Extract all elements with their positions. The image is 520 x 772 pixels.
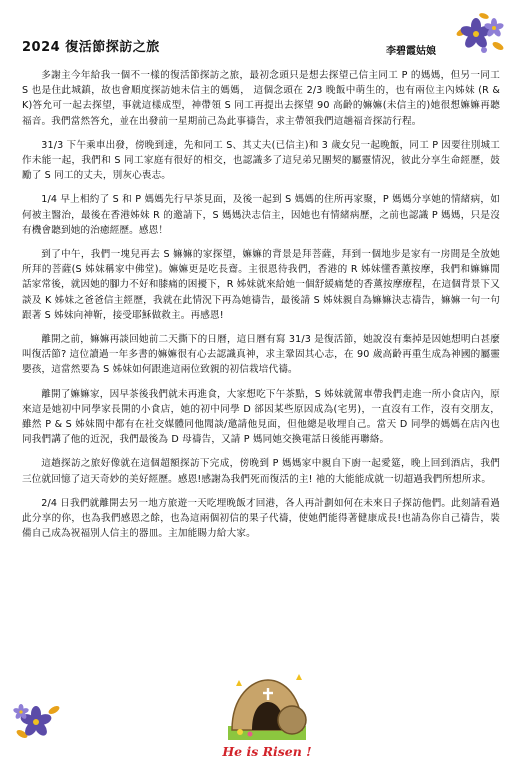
he-is-risen-illustration xyxy=(222,666,312,766)
flower-decoration-icon xyxy=(12,700,64,744)
empty-tomb-icon xyxy=(222,666,312,744)
paragraph: 到了中午，我們一塊兒再去 S 嫲嫲的家探望，嫲嫲的背景是拜菩薩，拜到一個地步是家有一房間是全放她所拜的菩薩(S 姊妹稱家中佛堂)。嫲嫲更是吃長齋。主很恩待我們，香港的 R 姊妹懂香薰按摩，我們和嫲嫲閒話家常後，就因她的腳力不好和膝痛的困擾下，R 姊妹就來給她一個舒緩痛楚的香薰按摩療程，在這個背景下又談及 K 姊妹之爸爸信主經歷，我就在此情況下再為她禱告，最後請 S 姊妹親自為嫲嫲決志禱告，嫲嫲一句一句跟著 S 姊妹向神靳，接受耶穌做救主。再感恩! xyxy=(22,249,500,321)
paragraph: 2/4 日我們就離開去另一地方旅遊一天吃埋晚飯才回港，各人再計劃如何在未來日子探訪他們。此刻請看過此分享的你，也為我們感恩之餘，也為這兩個初信的果子代禱，使她們能得著健康成長!也請為你自己禱告，裝備自己成為祝福別人信主的器皿。主加能賜力給大家。 xyxy=(22,497,500,540)
paragraph: 離開之前，嫲嫲再談回她前二天撕下的日曆，這日曆有寫 31/3 是復活節，她說沒有棄掉是因她想明白甚麼叫復活節? 這位讀過一年多書的嫲嫲很有心去認識真神，求主鞏固其心志，在 90 歲高齡再重生成為神國的屬靈嬰孩，這當然要為 S 姊妹如何跟進這兩位致親的初信栽培代禱。 xyxy=(22,334,500,376)
he-is-risen-caption: He is Risen ! xyxy=(222,744,312,759)
paragraph: 1/4 早上相約了 S 和 P 媽媽先行早茶見面，及後一起到 S 媽媽的住所再家聚，P 媽媽分享她的情緒病，如何被主醫治，最後在香港姊妹 R 的邀請下，S 媽媽決志信主，因她也有情緒病歷，之前也認識 P 媽媽，只是沒有機會聽到她的治癒經歷。感恩！ xyxy=(22,194,500,236)
author-name: 李碧霞姑娘 xyxy=(386,46,436,57)
paragraph: 31/3 下午乘車出發，傍晚到達，先和同工 S、其丈夫(已信主)和 3 歲女兒一起晚飯，同工 P 因要往別城工作未能一起，我們和 S 同工家庭有很好的相交，也認識多了這兒弟兄團契的屬靈情況，彼此分享生命經歷，鼓勵了 S 同工的丈夫，別灰心喪志。 xyxy=(22,139,500,182)
document-title: 2024 復活節探訪之旅 xyxy=(22,40,160,55)
paragraph: 離開了嫲嫲家，因早茶後我們就未再進食，大家想吃下午茶點，S 姊妹就駕車帶我們走進一所小食店內，原來這是她初中同學家長開的小食店，她的初中同學 D 郤因某些原因成為(宅男)，一直沒有工作，沒有交朋友，雖然 P & S 姊妹間中都有在社交媒體同他聞談/邀請他見面，但他總是收埋自己。當天 D 同學的媽媽在店內也同我們講了他的近況，我們最後為 D 母禱告，又請 P 媽同她交換電話日後能再聯絡。 xyxy=(22,388,500,446)
paragraph: 這趟探訪之旅好像就在這個超額探訪下完成，傍晚到 P 媽媽家中親自下廚一起愛筵，晚上回到酒店，我們三位就回憶了這天奇妙的美好經歷。感恩!感謝為我們死而復活的主! 祂的大能能成就一切超過我們所想所求。 xyxy=(22,458,500,485)
article-body xyxy=(22,68,500,550)
flower-decoration-icon xyxy=(454,10,506,56)
paragraph: 多謝主今年給我一個不一樣的復活節探訪之旅，最初念頭只是想去探望己信主同工 P 的媽媽，但另一同工 S 也是住此城鎮，故也會順度探訪她未信主的媽媽， 這個念頭在 2/3 晚飯中萌生的，也有兩位主內姊妹 (R & K)答允可一起去探望，事就這樣成型，神帶領 S 同工再提出去探望 90 高齡的嫲嫲(未信主的)她很想嫲嫲再聽福音。我們當然答允，並在出發前一星期前己為此事禱告，求主帶領我們這趟福音探訪行程。 xyxy=(22,70,500,127)
